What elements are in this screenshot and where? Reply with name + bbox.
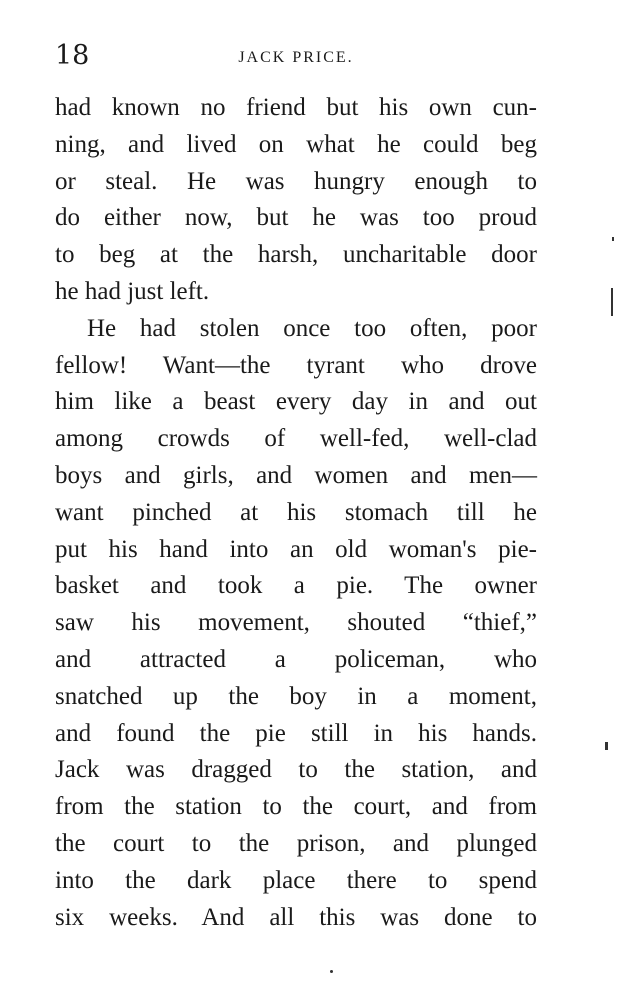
text-line: to beg at the harsh, uncharitable door <box>55 241 537 269</box>
text-line: snatched up the boy in a moment, <box>55 682 537 710</box>
running-title: JACK PRICE. <box>238 49 354 66</box>
margin-mark <box>612 237 614 241</box>
text-line: from the station to the court, and from <box>55 793 537 821</box>
page-number: 18 <box>55 40 90 71</box>
text-line: fellow! Want—the tyrant who drove <box>55 351 537 379</box>
text-line: he had just left. <box>55 277 210 305</box>
text-line: or steal. He was hungry enough to <box>55 167 537 195</box>
text-line: want pinched at his stomach till he <box>55 498 537 526</box>
text-line: saw his movement, shouted “thief,” <box>55 609 537 637</box>
text-line: basket and took a pie. The owner <box>55 572 537 600</box>
text-line: Jack was dragged to the station, and <box>55 756 537 784</box>
text-line: the court to the prison, and plunged <box>55 829 537 857</box>
margin-mark <box>605 742 608 750</box>
text-line: put his hand into an old woman's pie- <box>55 535 537 563</box>
text-line: and found the pie still in his hands. <box>55 719 537 747</box>
text-line: six weeks. And all this was done to <box>55 903 537 931</box>
text-line: into the dark place there to spend <box>55 866 537 894</box>
margin-mark <box>330 970 333 973</box>
text-line: and attracted a policeman, who <box>55 645 537 673</box>
text-line: do either now, but he was too proud <box>55 204 537 232</box>
text-line: among crowds of well-fed, well-clad <box>55 425 537 453</box>
text-line: boys and girls, and women and men— <box>55 461 537 489</box>
margin-mark <box>611 288 613 316</box>
text-line: him like a beast every day in and out <box>55 388 537 416</box>
text-line: He had stolen once too often, poor <box>87 314 537 342</box>
page-header <box>55 40 537 80</box>
text-line: had known no friend but his own cun- <box>55 94 537 121</box>
body-text <box>55 90 537 936</box>
text-line: ning, and lived on what he could beg <box>55 130 537 158</box>
